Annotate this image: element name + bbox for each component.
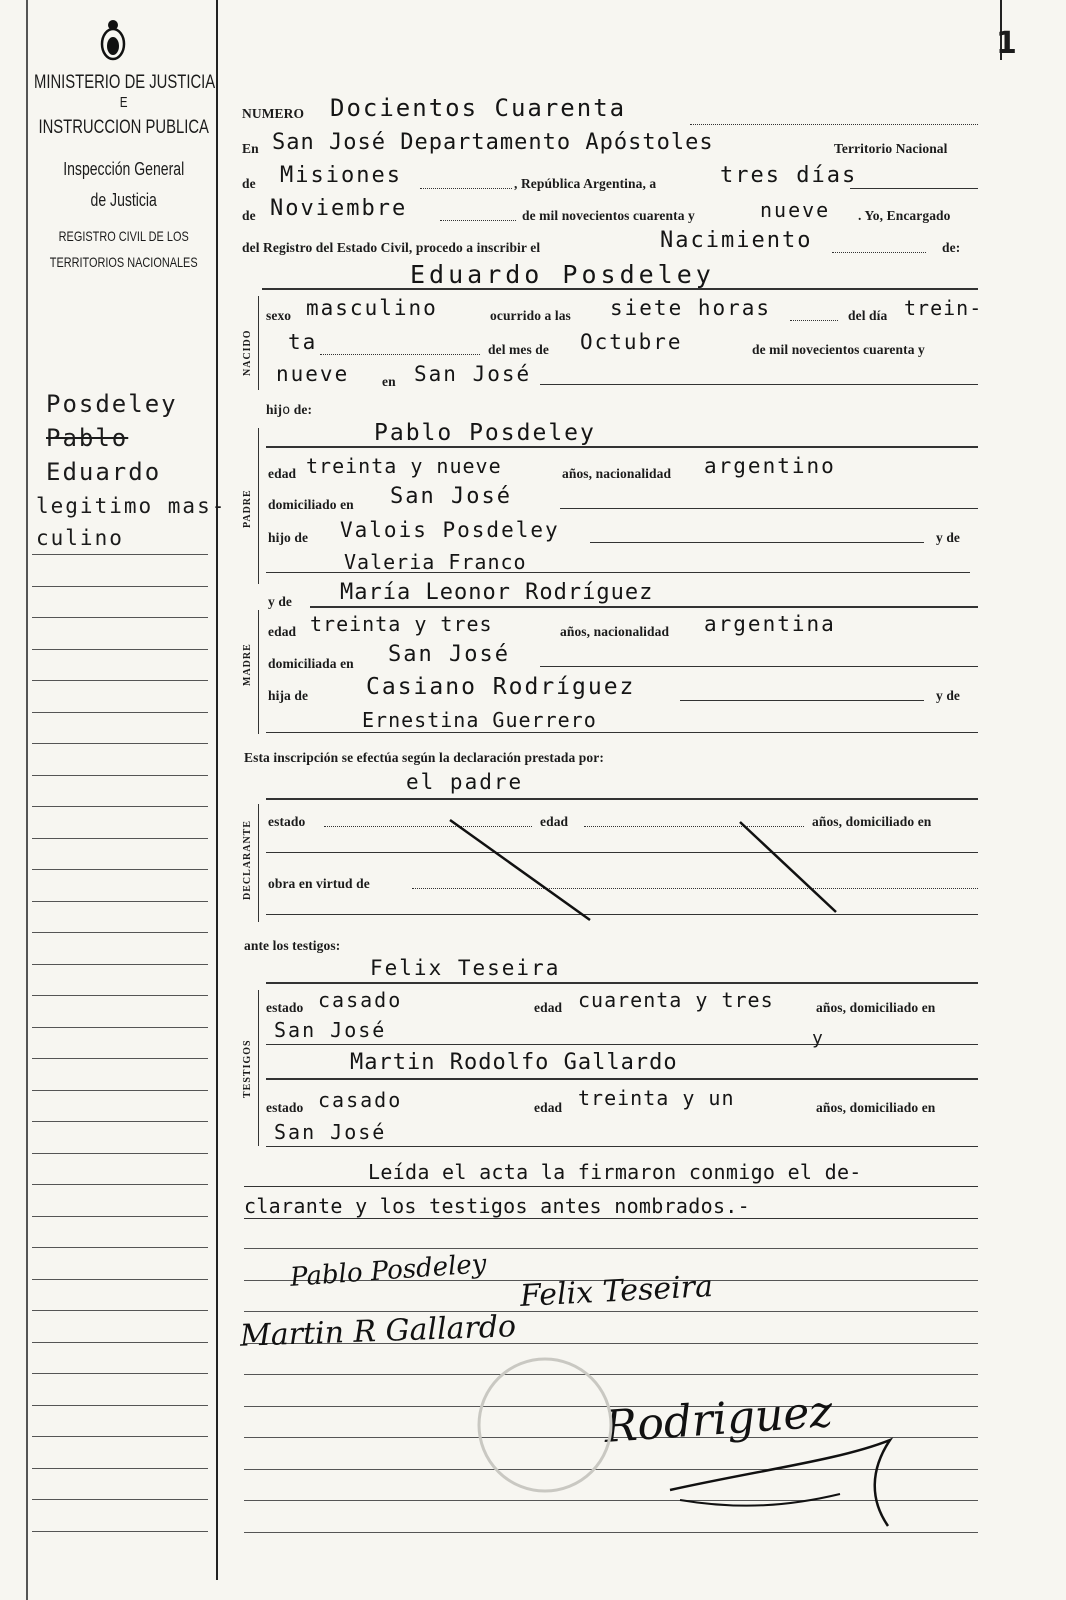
closing-line-2: clarante y los testigos antes nombrados.- — [244, 1194, 750, 1218]
label-hija-de: hija de — [268, 688, 309, 703]
entry-padre-nacionalidad: argentino — [704, 454, 836, 478]
label-hijo-de — [266, 402, 312, 418]
label-anos-dom-t2: años, domiciliado en — [816, 1100, 936, 1115]
sline — [244, 1186, 978, 1187]
bracket-madre — [258, 610, 259, 734]
faded-stamp — [470, 1350, 620, 1500]
label-republica: , República Argentina, a — [514, 176, 657, 191]
section-nacido: NACIDO — [242, 329, 253, 376]
margin-divider — [216, 0, 218, 1580]
sline — [850, 188, 978, 189]
ministry-line-4: Inspección General — [63, 158, 185, 179]
margin-rule — [32, 964, 208, 965]
margin-rule — [32, 1342, 208, 1343]
coat-of-arms-icon — [98, 18, 128, 62]
sline — [262, 288, 978, 290]
page-number: 1 — [996, 26, 1017, 61]
ministry-line-7: TERRITORIOS NACIONALES — [49, 254, 198, 271]
section-testigos: TESTIGOS — [242, 1039, 253, 1098]
dots — [832, 252, 926, 253]
section-declarante: DECLARANTE — [242, 819, 253, 900]
entry-madre-nacionalidad: argentina — [704, 612, 836, 636]
label-estado-t1: estado — [266, 1000, 304, 1015]
label-domiciliada-madre: domiciliada en — [268, 656, 354, 671]
entry-ano-nac: nueve — [276, 362, 350, 386]
margin-rule — [32, 617, 208, 618]
margin-rule — [32, 1279, 208, 1280]
margin-rule — [32, 649, 208, 650]
bracket-nacido — [258, 296, 259, 390]
ministry-line-3: INSTRUCCION PUBLICA — [38, 117, 209, 139]
label-edad-t2: edad — [534, 1100, 563, 1115]
label-de: de — [242, 176, 256, 191]
ministry-line-1: MINISTERIO DE JUSTICIA — [34, 72, 216, 93]
label-del-dia: del día — [848, 308, 888, 323]
signature-rule — [244, 1311, 978, 1312]
entry-abuelo-materno: Casiano Rodríguez — [366, 674, 636, 700]
section-madre: MADRE — [242, 643, 253, 686]
label-anos-dom-t1: años, domiciliado en — [816, 1000, 936, 1015]
label-de-mil-2: de mil novecientos cuarenta y — [752, 342, 925, 357]
signature-encargado: Rodriguez — [602, 1386, 835, 1453]
margin-rule — [32, 586, 208, 587]
signature-declarante: Pablo Posdeley — [289, 1249, 488, 1293]
label-de-colon: de: — [942, 240, 961, 255]
label-ante-testigos: ante los testigos: — [244, 938, 341, 953]
margin-rule — [32, 1310, 208, 1311]
margin-rule — [32, 1184, 208, 1185]
margin-rule — [32, 806, 208, 807]
entry-hora: siete horas — [610, 296, 772, 320]
sline — [266, 732, 978, 733]
label-y-testigos: y — [812, 1028, 823, 1049]
cancel-strokes — [440, 816, 860, 926]
margin-rule — [32, 901, 208, 902]
entry-lugar-nac: San José — [414, 362, 532, 386]
label-sexo: sexo — [266, 308, 292, 323]
entry-madre-edad: treinta y tres — [310, 612, 493, 636]
entry-testigo1-domicilio: San José — [274, 1018, 387, 1042]
entry-testigo2-edad: treinta y un — [578, 1086, 735, 1110]
bracket-declarante — [258, 804, 259, 922]
entry-abuelo-paterno: Valois Posdeley — [340, 518, 560, 542]
label-registro: del Registro del Estado Civil, procedo a inscribir el — [242, 240, 541, 255]
label-edad-t1: edad — [534, 1000, 563, 1015]
ministry-line-2: E — [119, 93, 128, 111]
margin-rule — [32, 1247, 208, 1248]
margin-rule — [32, 1058, 208, 1059]
entry-hijo-suffix: o — [282, 402, 291, 418]
label-en-2: en — [382, 374, 396, 389]
label-hijo-de-suffix: de: — [293, 402, 313, 417]
label-anos-nac-madre: años, nacionalidad — [560, 624, 670, 639]
entry-sexo: masculino — [306, 296, 438, 320]
entry-testigo1: Felix Teseira — [370, 956, 561, 980]
margin-rule — [32, 1499, 208, 1500]
entry-acto: Nacimiento — [660, 228, 813, 253]
entry-testigo1-estado: casado — [318, 988, 403, 1012]
label-y-de: y de — [936, 530, 961, 545]
sline — [266, 1078, 978, 1080]
margin-rule — [32, 1090, 208, 1091]
margin-rule — [32, 680, 208, 681]
signature-rule — [244, 1532, 978, 1533]
label-del-mes: del mes de — [488, 342, 549, 357]
label-y-de-madre: y de — [268, 594, 293, 609]
left-page-edge — [26, 0, 28, 1600]
dots — [440, 220, 516, 221]
dots — [320, 354, 480, 355]
entry-numero: Docientos Cuarenta — [330, 94, 627, 122]
entry-abuela-paterna: Valeria Franco — [344, 550, 527, 574]
entry-territorio: Misiones — [280, 163, 402, 188]
entry-dia-nac-2: ta — [288, 330, 318, 354]
sline — [266, 1044, 978, 1045]
margin-rule — [32, 712, 208, 713]
sline — [540, 666, 978, 667]
label-numero: NUMERO — [242, 106, 305, 121]
label-edad-madre: edad — [268, 624, 297, 639]
label-hijo: hij — [266, 402, 283, 417]
label-domiciliado-padre: domiciliado en — [268, 497, 354, 512]
ministry-line-5: de Justicia — [90, 189, 157, 210]
sline — [680, 700, 924, 701]
entry-testigo2-estado: casado — [318, 1088, 403, 1112]
entry-padre-edad: treinta y nueve — [306, 454, 502, 478]
signature-testigo-2: Martin R Gallardo — [239, 1309, 517, 1354]
margin-rule — [32, 1216, 208, 1217]
entry-testigo2: Martin Rodolfo Gallardo — [350, 1050, 678, 1075]
sline — [266, 572, 970, 573]
label-de-mil: de mil novecientos cuarenta y — [522, 208, 695, 223]
label-estado-decl: estado — [268, 814, 306, 829]
bracket-testigos — [258, 990, 259, 1146]
label-ocurrido: ocurrido a las — [490, 308, 571, 323]
ministry-line-6: REGISTRO CIVIL DE LOS — [58, 228, 189, 245]
margin-father-name: Pablo — [46, 424, 129, 452]
margin-rule — [32, 1405, 208, 1406]
entry-testigo1-edad: cuarenta y tres — [578, 988, 774, 1012]
margin-legit-1: legitimo mas- — [36, 494, 227, 518]
margin-rule — [32, 932, 208, 933]
signature-testigo-1: Felix Teseira — [519, 1268, 714, 1315]
margin-rule — [32, 1468, 208, 1469]
entry-madre-nombre: María Leonor Rodríguez — [340, 580, 654, 605]
label-edad-decl: edad — [540, 814, 569, 829]
sline — [266, 1146, 978, 1147]
margin-rule — [32, 743, 208, 744]
entry-abuela-materna: Ernestina Guerrero — [362, 708, 597, 732]
label-en: En — [242, 141, 259, 156]
margin-rule — [32, 1436, 208, 1437]
label-hijo-de-padre: hijo de — [268, 530, 309, 545]
margin-given-name: Eduardo — [46, 458, 162, 486]
margin-rule — [32, 1121, 208, 1122]
section-padre: PADRE — [242, 489, 253, 528]
label-esta-inscripcion: Esta inscripción se efectúa según la declaración prestada por: — [244, 750, 604, 765]
entry-padre-domicilio: San José — [390, 484, 512, 509]
closing-line-1: Leída el acta la firmaron conmigo el de- — [368, 1160, 862, 1184]
margin-rule — [32, 1153, 208, 1154]
margin-surname: Posdeley — [46, 390, 178, 418]
sline — [266, 446, 978, 448]
margin-rule — [32, 1027, 208, 1028]
entry-mes-nac: Octubre — [580, 330, 683, 354]
entry-madre-domicilio: San José — [388, 642, 510, 667]
dots — [420, 188, 512, 189]
entry-mes: Noviembre — [270, 196, 408, 221]
ministry-header — [34, 72, 216, 271]
label-edad-padre: edad — [268, 466, 297, 481]
label-territorio: Territorio Nacional — [834, 141, 948, 156]
margin-rule — [32, 554, 208, 555]
bracket-padre — [258, 428, 259, 584]
sline — [266, 798, 978, 800]
dots — [690, 124, 978, 125]
sline — [310, 606, 978, 608]
dots — [790, 320, 838, 321]
margin-rule — [32, 838, 208, 839]
label-de-2: de — [242, 208, 256, 223]
signature-flourish — [640, 1410, 920, 1530]
sline — [540, 384, 978, 385]
entry-lugar: San José Departamento Apóstoles — [272, 130, 714, 155]
entry-padre-nombre: Pablo Posdeley — [374, 420, 596, 446]
label-y-de-3: y de — [936, 688, 961, 703]
label-obra-virtud: obra en virtud de — [268, 876, 370, 891]
label-yo-encargado: . Yo, Encargado — [858, 208, 951, 223]
margin-rule — [32, 869, 208, 870]
margin-rule — [32, 775, 208, 776]
sline — [244, 1218, 978, 1219]
sline — [560, 508, 978, 509]
sline — [266, 982, 978, 984]
label-estado-t2: estado — [266, 1100, 304, 1115]
signature-rule — [244, 1248, 978, 1249]
margin-rule — [32, 1531, 208, 1532]
entry-declarante: el padre — [406, 770, 524, 794]
entry-dia-nac-1: trein- — [904, 296, 983, 320]
entry-ano: nueve — [760, 198, 831, 222]
entry-dia: tres días — [720, 163, 858, 188]
label-anos-nac-padre: años, nacionalidad — [562, 466, 672, 481]
entry-testigo2-domicilio: San José — [274, 1120, 387, 1144]
label-anos-dom-decl: años, domiciliado en — [812, 814, 932, 829]
margin-legit-2: culino — [36, 526, 124, 550]
margin-rule — [32, 1373, 208, 1374]
margin-rule — [32, 995, 208, 996]
entry-nombre: Eduardo Posdeley — [410, 260, 715, 289]
sline — [590, 542, 924, 543]
